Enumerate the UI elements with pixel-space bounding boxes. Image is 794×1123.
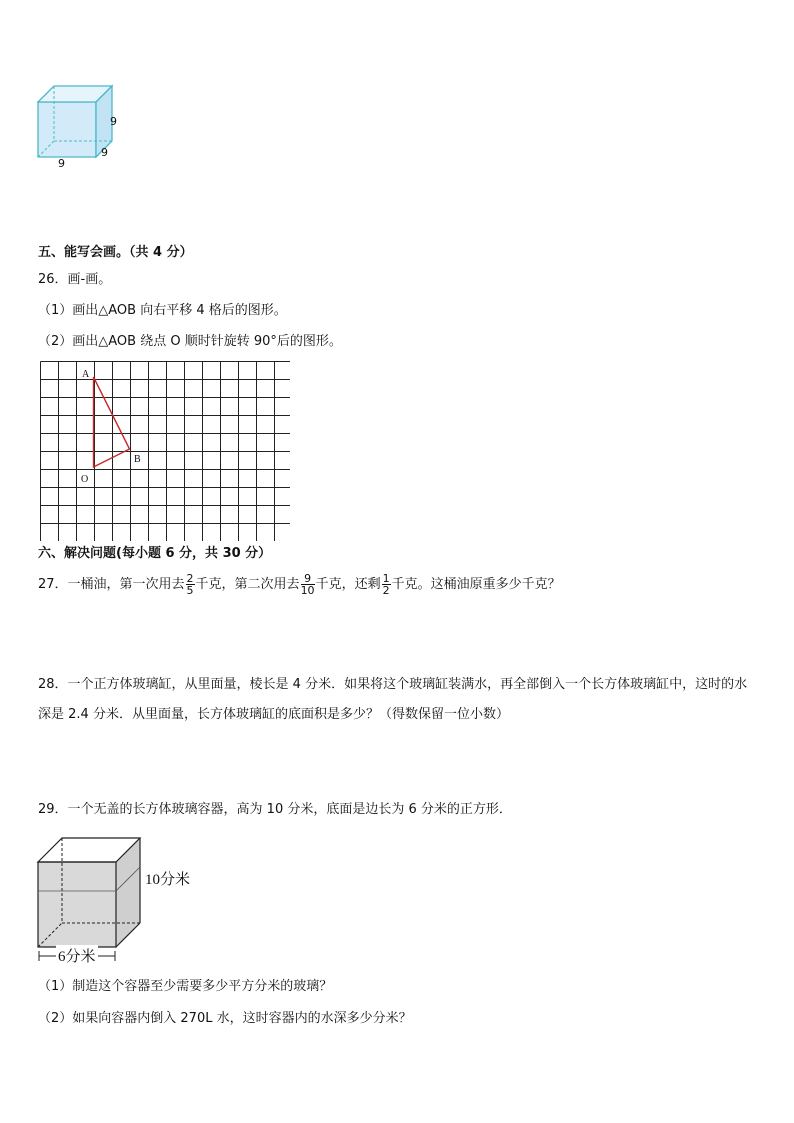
q27-mid2: 千克，还剩 (315, 577, 381, 592)
q27-prefix: 27．一桶油，第一次用去 (38, 577, 185, 592)
water-side (116, 838, 140, 947)
frac1-num: 2 (186, 572, 194, 585)
q27-suffix: 千克。这桶油原重多少千克？ (391, 577, 561, 592)
grid-figure (40, 361, 290, 541)
q29-part2: （2）如果向容器内倒入 270L 水，这时容器内的水深多少分米？ (38, 1011, 412, 1026)
triangle-aob (94, 377, 130, 467)
container-height-label: 10分米 (145, 872, 191, 888)
frac2-num: 9 (301, 573, 315, 585)
q27-text (38, 570, 561, 600)
cube-height-label: 9 (110, 115, 117, 128)
grid-lines (41, 362, 291, 542)
point-b-label: B (134, 454, 141, 465)
fraction-1-2 (382, 573, 391, 596)
q26-part1: （1）画出△AOB 向右平移 4 格后的图形。 (38, 303, 287, 318)
section6-title: 六、解决问题(每小题 6 分，共 30 分） (38, 546, 272, 561)
frac3-num: 1 (382, 572, 390, 585)
point-o-label: O (81, 474, 89, 485)
cube-depth-label: 9 (101, 146, 108, 159)
q28-text: 28．一个正方体玻璃缸，从里面量，棱长是 4 分米．如果将这个玻璃缸装满水，再全部倒入一个长方体玻璃缸中，这时的水深是 2.4 分米．从里面量，长方体玻璃缸的底面积是多少？（得数保留一位小数） (38, 677, 748, 722)
section5-title: 五、能写会画。（共 4 分） (38, 245, 193, 260)
cube-width-label: 9 (58, 157, 65, 170)
fraction-9-10 (301, 573, 315, 596)
frac2-den: 10 (300, 584, 315, 597)
q26-stem: 26．画-画。 (38, 272, 112, 287)
q27-mid1: 千克，第二次用去 (195, 577, 300, 592)
fraction-2-5 (186, 573, 195, 596)
frac3-den: 2 (382, 584, 390, 597)
point-a-label: A (82, 369, 90, 380)
frac1-den: 5 (186, 584, 194, 597)
q29-stem: 29．一个无盖的长方体玻璃容器，高为 10 分米，底面是边长为 6 分米的正方形． (38, 802, 512, 817)
water-front (38, 862, 116, 947)
q29-part1: （1）制造这个容器至少需要多少平方分米的玻璃？ (38, 979, 333, 994)
container-width-label: 6分米 (56, 945, 98, 966)
q26-part2: （2）画出△AOB 绕点 O 顺时针旋转 90°后的图形。 (38, 334, 342, 349)
